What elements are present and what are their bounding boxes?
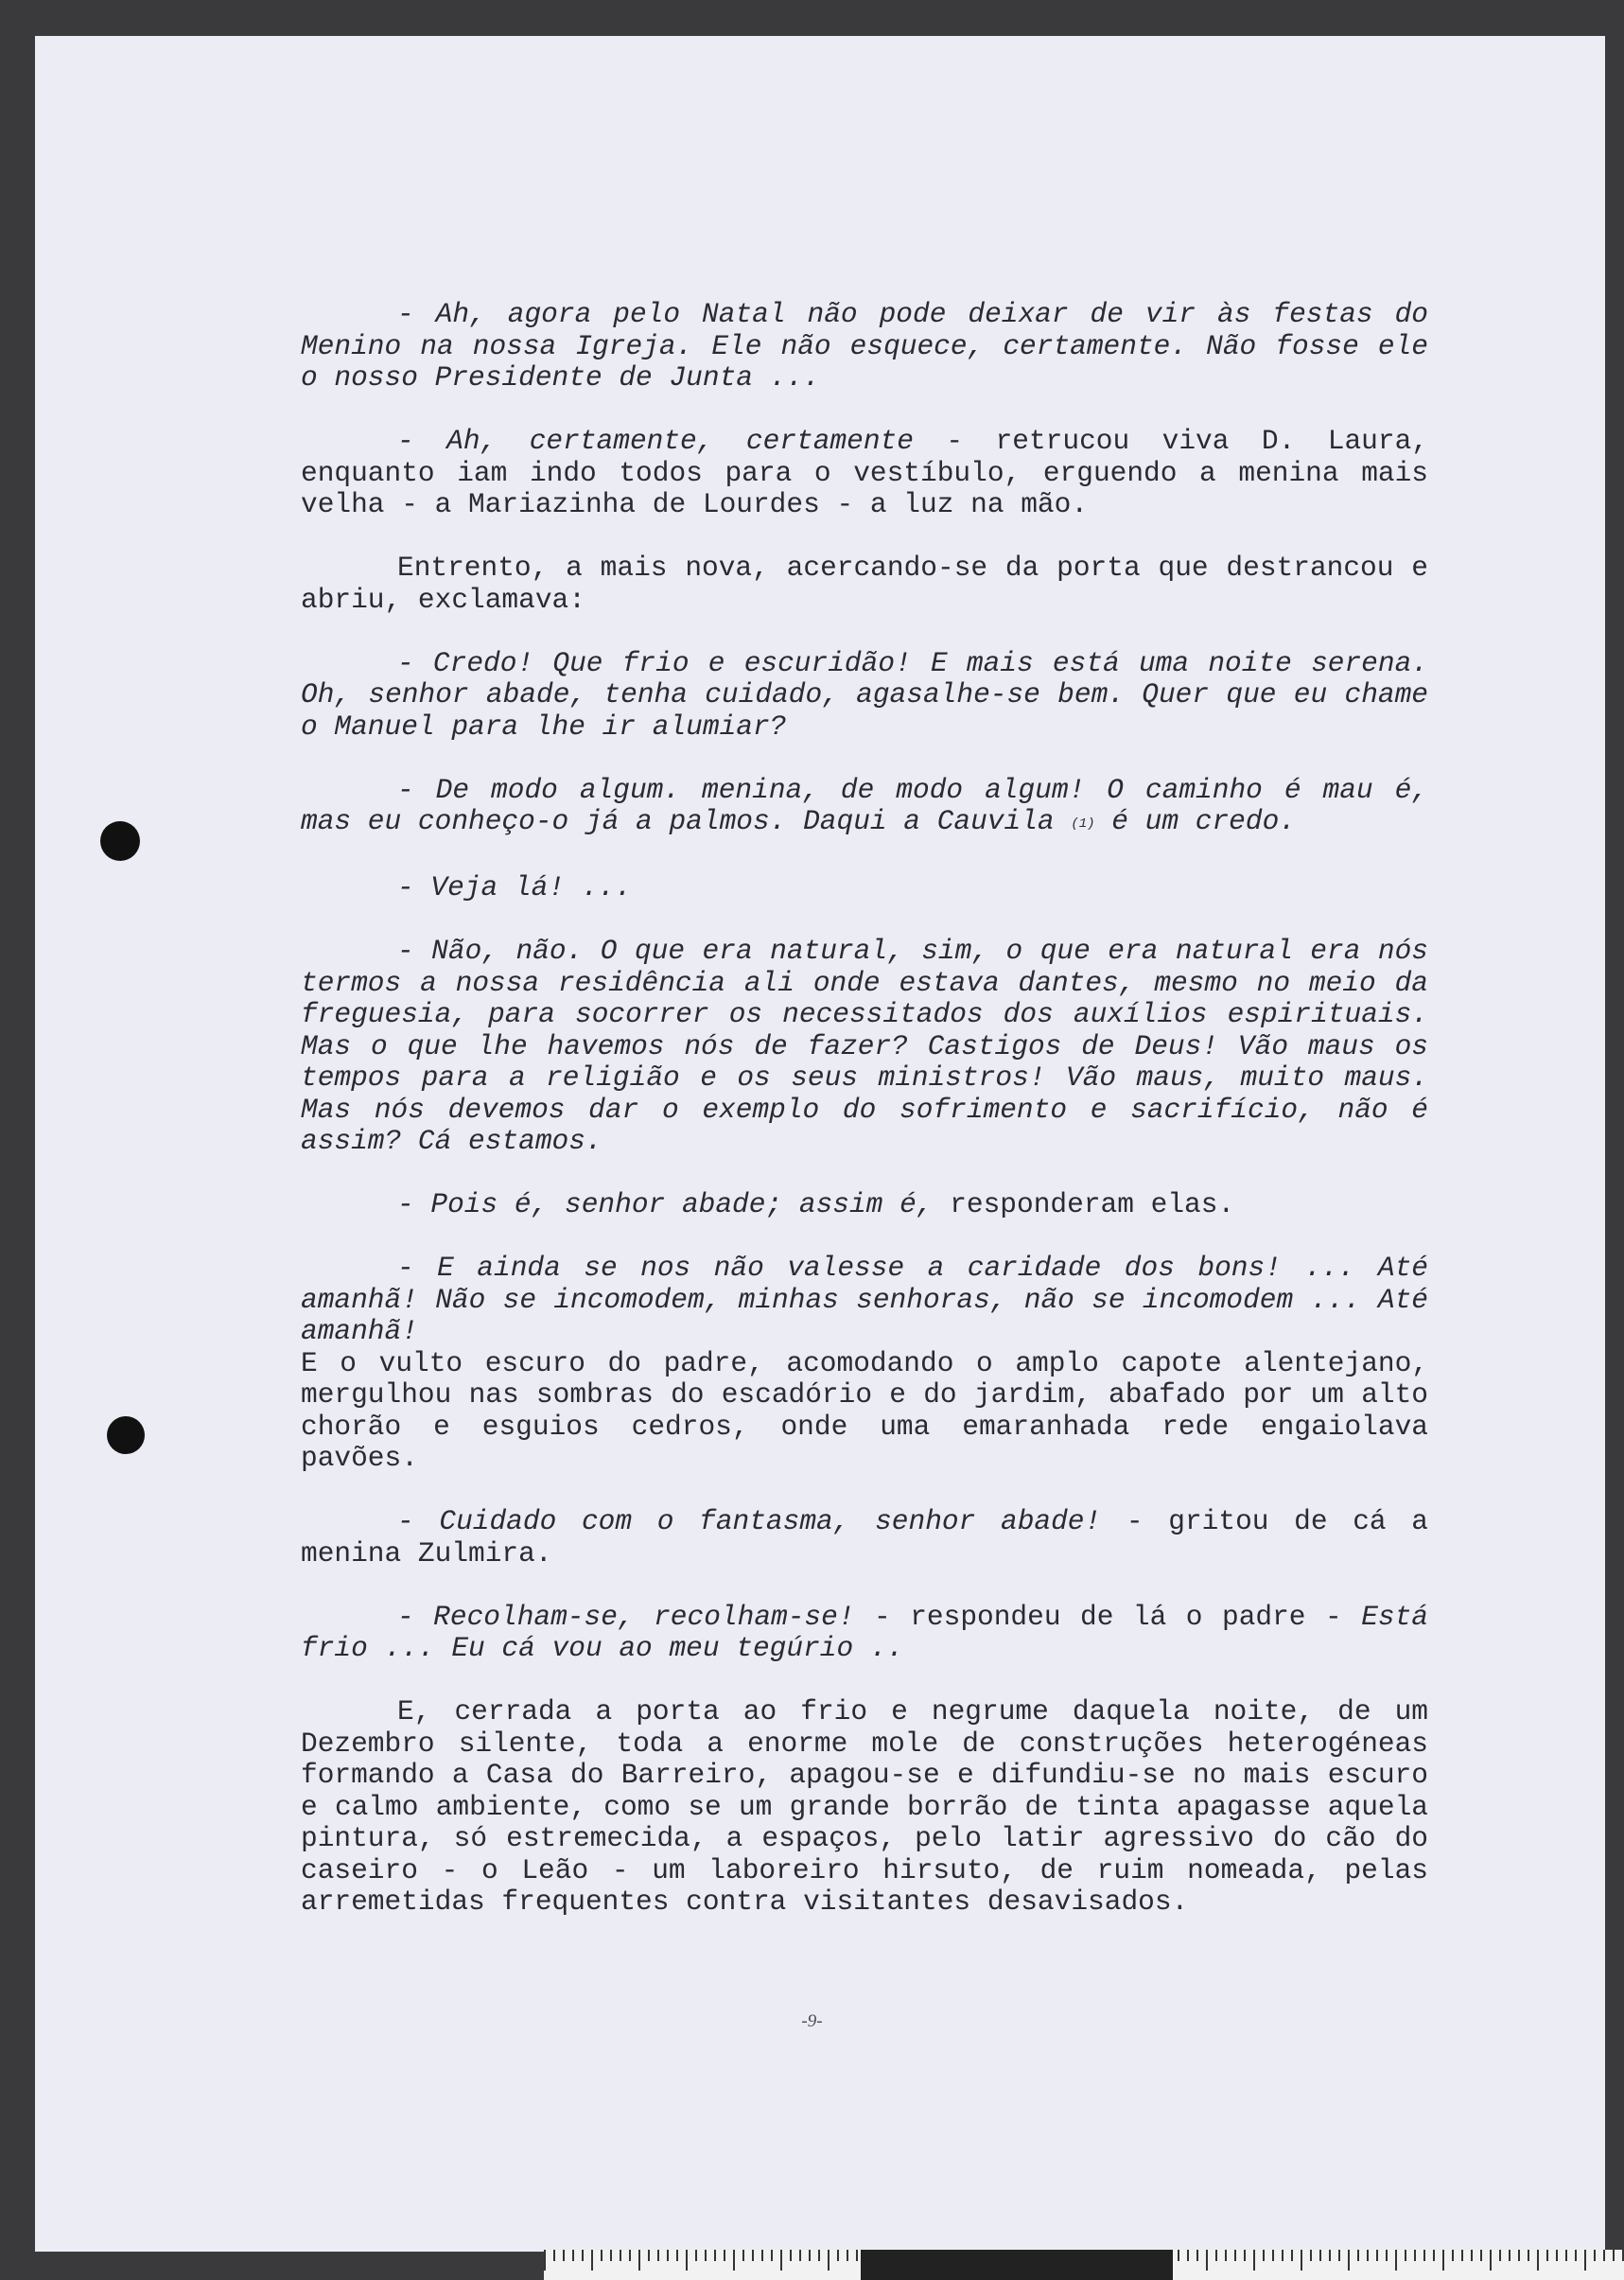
paragraph: - Credo! Que frio e escuridão! E mais está uma noite serena. Oh, senhor abade, tenha cuidado, agasalhe-se bem. Quer que eu chame o Manuel para lhe ir alumiar?	[301, 646, 1428, 743]
footnote-marker: (1)	[1071, 816, 1095, 832]
dialogue-text: Está frio ... Eu cá vou ao meu tegúrio ..	[301, 1600, 1428, 1664]
dialogue-text: - Ah, certamente, certamente	[397, 425, 914, 457]
paragraph	[301, 775, 1428, 841]
paragraph: - Não, não. O que era natural, sim, o que era natural era nós termos a nossa residência ali onde estava dantes, mesmo no meio da freguesia, para socorrer os necessitados dos auxílios espirituais. Mas o que lhe havemos nós de fazer? Castigos de Deus! Vão maus os tempos para a religião e os seus ministros! Vão maus, muito maus. Mas nós devemos dar o exemplo do sofrimento e sacrifício, não é assim? Cá estamos.	[301, 935, 1428, 1157]
paragraph: Entrento, a mais nova, acercando-se da porta que destrancou e abriu, exclamava:	[301, 552, 1428, 616]
paragraph	[301, 426, 1428, 521]
punch-hole	[107, 1416, 145, 1454]
narration-text: responderam elas.	[933, 1188, 1235, 1220]
body-text	[301, 299, 1428, 1919]
dialogue-text: - Cuidado com o fantasma, senhor abade!	[397, 1505, 1102, 1537]
paragraph: E, cerrada a porta ao frio e negrume daquela noite, de um Dezembro silente, toda a enorme mole de construções heterogéneas formando a Casa do Barreiro, apagou-se e difundiu-se no mais escuro e calmo ambiente, como se um grande borrão de tinta apagasse aquela pintura, só estremecida, a espaços, pelo latir agressivo do cão do caseiro - o Leão - um laboreiro hirsuto, de ruim nomeada, pelas arremetidas frequentes contra visitantes desavisados.	[301, 1695, 1428, 1918]
narration-text: - respondeu de lá o padre -	[854, 1600, 1362, 1633]
scale-ruler	[544, 2250, 1624, 2280]
paragraph	[301, 1189, 1428, 1221]
paragraph: - Veja lá! ...	[397, 871, 632, 903]
page-number: -9-	[801, 2011, 823, 2031]
ruler-segment	[861, 2250, 1173, 2280]
dialogue-text: - Recolham-se, recolham-se!	[397, 1600, 855, 1633]
narration-text: - gritou de cá a menina Zulmira.	[301, 1505, 1428, 1570]
paragraph	[301, 1602, 1428, 1665]
paragraph: E o vulto escuro do padre, acomodando o amplo capote alentejano, mergulhou nas sombras do escadório e do jardim, abafado por um alto chorão e esguios cedros, onde uma emaranhada rede engaiolava pavões.	[301, 1346, 1428, 1474]
dialogue-text: é um credo.	[1094, 805, 1296, 837]
paragraph: - E ainda se nos não valesse a caridade dos bons! ... Até amanhã! Não se incomodem, minhas senhoras, não se incomodem ... Até amanhã!	[301, 1252, 1428, 1347]
paragraph: - Ah, agora pelo Natal não pode deixar de vir às festas do Menino na nossa Igreja. Ele não esquece, certamente. Não fosse ele o nosso Presidente de Junta ...	[301, 298, 1428, 394]
punch-hole	[100, 821, 140, 861]
paragraph	[301, 1506, 1428, 1570]
dialogue-text: - De modo algum. menina, de modo algum! O caminho é mau é, mas eu conheço-o já a palmos. Daqui a Cauvila	[301, 773, 1428, 837]
dialogue-text: - Pois é, senhor abade; assim é,	[397, 1188, 934, 1220]
narration-text: - retrucou viva D. Laura, enquanto iam indo todos para o vestíbulo, erguendo a menina mais velha - a Mariazinha de Lourdes - a luz na mão.	[301, 425, 1428, 520]
